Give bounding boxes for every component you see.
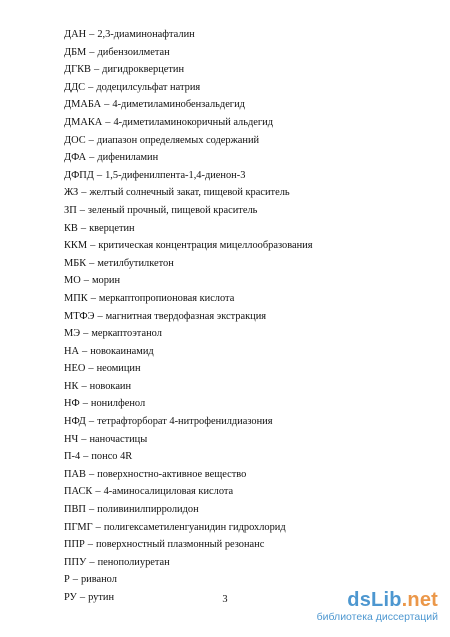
abbreviation-entry — [64, 519, 424, 537]
abbreviation-dash: – — [104, 99, 110, 111]
abbreviation-definition: 1,5-дифенилпента-1,4-диенон-3 — [105, 169, 246, 181]
abbreviation-dash: – — [83, 275, 89, 287]
abbreviation-dash: – — [79, 204, 85, 216]
abbreviation-definition: магнитная твердофазная экстракция — [105, 310, 267, 322]
abbreviation-entry — [64, 26, 424, 44]
abbreviation-entry — [64, 378, 424, 396]
abbreviation-definition: понсо 4R — [91, 451, 133, 463]
abbreviation-dash: – — [88, 504, 95, 516]
abbreviation-dash: – — [88, 134, 94, 146]
abbreviation-dash: – — [80, 222, 87, 234]
abbreviations-list — [64, 26, 424, 607]
abbreviation-dash: – — [90, 240, 96, 252]
abbreviation-term: МО — [64, 275, 81, 287]
abbreviation-term: ПАВ — [64, 468, 86, 480]
abbreviation-dash: – — [83, 451, 89, 463]
abbreviation-entry — [64, 255, 424, 273]
abbreviation-dash: – — [105, 116, 111, 128]
abbreviation-dash: – — [88, 468, 95, 480]
abbreviation-term: ППР — [64, 539, 85, 551]
abbreviation-dash: – — [95, 486, 101, 498]
abbreviation-term: МБК — [64, 257, 87, 269]
abbreviation-term: НА — [64, 345, 80, 357]
abbreviation-entry — [64, 536, 424, 554]
abbreviation-term: ДМАКА — [64, 116, 103, 128]
abbreviation-term: ДДС — [64, 81, 86, 93]
abbreviation-definition: полигексаметиленгуанидин гидрохлорид — [103, 521, 286, 533]
abbreviation-dash: – — [83, 328, 89, 340]
abbreviation-dash: – — [81, 380, 87, 392]
abbreviation-term: ККМ — [64, 240, 88, 252]
abbreviation-definition: кверцетин — [89, 222, 135, 234]
abbreviation-definition: зеленый прочный, пищевой краситель — [87, 204, 258, 216]
abbreviation-entry — [64, 290, 424, 308]
abbreviation-term: ДОС — [64, 134, 86, 146]
abbreviation-term: ПАСК — [64, 486, 93, 498]
abbreviation-term: ДФА — [64, 152, 87, 164]
abbreviation-definition: дифениламин — [97, 152, 159, 164]
abbreviation-definition: морин — [91, 275, 121, 287]
abbreviation-definition: поверхностный плазмонный резонанс — [96, 539, 265, 551]
abbreviation-term: Р — [64, 574, 70, 586]
watermark-logo-main: dsLib — [347, 589, 402, 611]
abbreviation-term: ДБМ — [64, 46, 87, 58]
abbreviation-dash: – — [89, 556, 95, 568]
page-number: 3 — [222, 594, 228, 605]
abbreviation-entry — [64, 413, 424, 431]
abbreviation-definition: критическая концентрация мицеллообразования — [98, 240, 313, 252]
abbreviation-term: РУ — [64, 592, 77, 603]
abbreviation-definition: 4-диметиламинокоричный альдегид — [113, 116, 273, 128]
abbreviation-term: ПГМГ — [64, 521, 93, 533]
abbreviation-term: ДФПД — [64, 169, 94, 181]
abbreviation-definition: наночастицы — [89, 433, 148, 445]
abbreviation-dash: – — [72, 574, 78, 586]
abbreviation-entry — [64, 343, 424, 361]
abbreviation-term: МПК — [64, 292, 88, 304]
abbreviation-dash: – — [89, 152, 95, 164]
abbreviation-dash: – — [82, 398, 88, 410]
abbreviation-entry — [64, 132, 424, 150]
abbreviation-definition: дигидрокверцетин — [102, 64, 185, 76]
abbreviation-entry — [64, 202, 424, 220]
abbreviation-entry — [64, 325, 424, 343]
abbreviation-entry — [64, 308, 424, 326]
abbreviation-definition: новокаинамид — [90, 345, 154, 357]
abbreviation-entry — [64, 501, 424, 519]
abbreviation-term: ПВП — [64, 504, 86, 516]
abbreviation-entry — [64, 220, 424, 238]
abbreviation-dash: – — [88, 416, 95, 428]
abbreviation-definition: диапазон определяемых содержаний — [96, 134, 260, 146]
abbreviation-entry — [64, 237, 424, 255]
abbreviation-dash: – — [90, 292, 96, 304]
abbreviation-term: НЕО — [64, 363, 86, 375]
abbreviation-entry — [64, 554, 424, 572]
abbreviation-dash: – — [87, 539, 93, 551]
abbreviation-definition: новокаин — [89, 380, 132, 392]
abbreviation-entry — [64, 114, 424, 132]
abbreviation-entry — [64, 79, 424, 97]
abbreviation-definition: нонилфенол — [90, 398, 146, 410]
abbreviation-definition: рутин — [88, 592, 115, 603]
abbreviation-definition: 2,3-диаминонафталин — [97, 29, 195, 40]
abbreviation-definition: меркаптопропионовая кислота — [98, 292, 235, 304]
abbreviation-entry — [64, 272, 424, 290]
abbreviation-entry — [64, 149, 424, 167]
abbreviation-term: НЧ — [64, 433, 79, 445]
abbreviation-entry — [64, 466, 424, 484]
abbreviation-entry — [64, 44, 424, 62]
watermark-logo-tld: .net — [401, 589, 438, 611]
dslib-watermark — [317, 590, 438, 624]
abbreviation-entry — [64, 483, 424, 501]
abbreviation-definition: меркаптоэтанол — [91, 328, 162, 340]
abbreviation-dash: – — [93, 64, 100, 76]
abbreviation-term: МТФЭ — [64, 310, 95, 322]
abbreviation-term: ЗП — [64, 204, 77, 216]
abbreviation-term: НК — [64, 380, 79, 392]
abbreviation-dash: – — [89, 257, 95, 269]
abbreviation-term: ДМАБА — [64, 99, 102, 111]
abbreviation-term: НФ — [64, 398, 80, 410]
abbreviation-dash: – — [79, 592, 86, 603]
abbreviation-dash: – — [82, 345, 88, 357]
abbreviation-term: МЭ — [64, 328, 81, 340]
watermark-caption: библиотека диссертаций — [316, 611, 438, 623]
abbreviation-term: ППУ — [64, 556, 87, 568]
abbreviation-dash: – — [88, 81, 94, 93]
abbreviation-dash: – — [81, 433, 87, 445]
abbreviation-term: ЖЗ — [64, 187, 79, 199]
abbreviation-definition: додецилсульфат натрия — [96, 81, 201, 93]
watermark-logo — [317, 590, 438, 610]
abbreviation-term: КВ — [64, 222, 78, 234]
abbreviation-definition: неомицин — [96, 363, 141, 375]
abbreviation-dash: – — [81, 187, 87, 199]
abbreviation-definition: желтый солнечный закат, пищевой краситель — [89, 187, 290, 199]
abbreviation-definition: 4-диметиламинобензальдегид — [112, 99, 245, 111]
abbreviation-definition: риванол — [80, 574, 117, 586]
abbreviation-definition: пенополиуретан — [97, 556, 170, 568]
abbreviation-definition: метилбутилкетон — [97, 257, 174, 269]
abbreviation-term: ДАН — [64, 29, 87, 40]
abbreviation-entry — [64, 167, 424, 185]
abbreviation-definition: тетрафторборат 4-нитрофенилдиазония — [97, 416, 273, 428]
abbreviation-dash: – — [88, 363, 94, 375]
abbreviation-definition: дибензоилметан — [97, 46, 170, 58]
abbreviation-dash: – — [97, 310, 103, 322]
abbreviation-dash: – — [95, 521, 101, 533]
abbreviation-entry — [64, 448, 424, 466]
abbreviation-dash: – — [96, 169, 103, 181]
abbreviation-entry — [64, 184, 424, 202]
abbreviation-definition: поливинилпирролидон — [97, 504, 199, 516]
abbreviation-definition: поверхностно-активное вещество — [97, 468, 247, 480]
abbreviation-entry — [64, 360, 424, 378]
abbreviation-entry — [64, 395, 424, 413]
abbreviation-term: ДГКВ — [64, 64, 91, 76]
abbreviation-dash: – — [89, 46, 95, 58]
abbreviation-entry — [64, 96, 424, 114]
abbreviation-term: НФД — [64, 416, 86, 428]
abbreviation-definition: 4-аминосалициловая кислота — [103, 486, 234, 498]
abbreviation-entry — [64, 571, 424, 589]
abbreviation-dash: – — [89, 29, 95, 40]
abbreviation-entry — [64, 431, 424, 449]
abbreviation-entry — [64, 61, 424, 79]
abbreviation-term: П-4 — [64, 451, 81, 463]
